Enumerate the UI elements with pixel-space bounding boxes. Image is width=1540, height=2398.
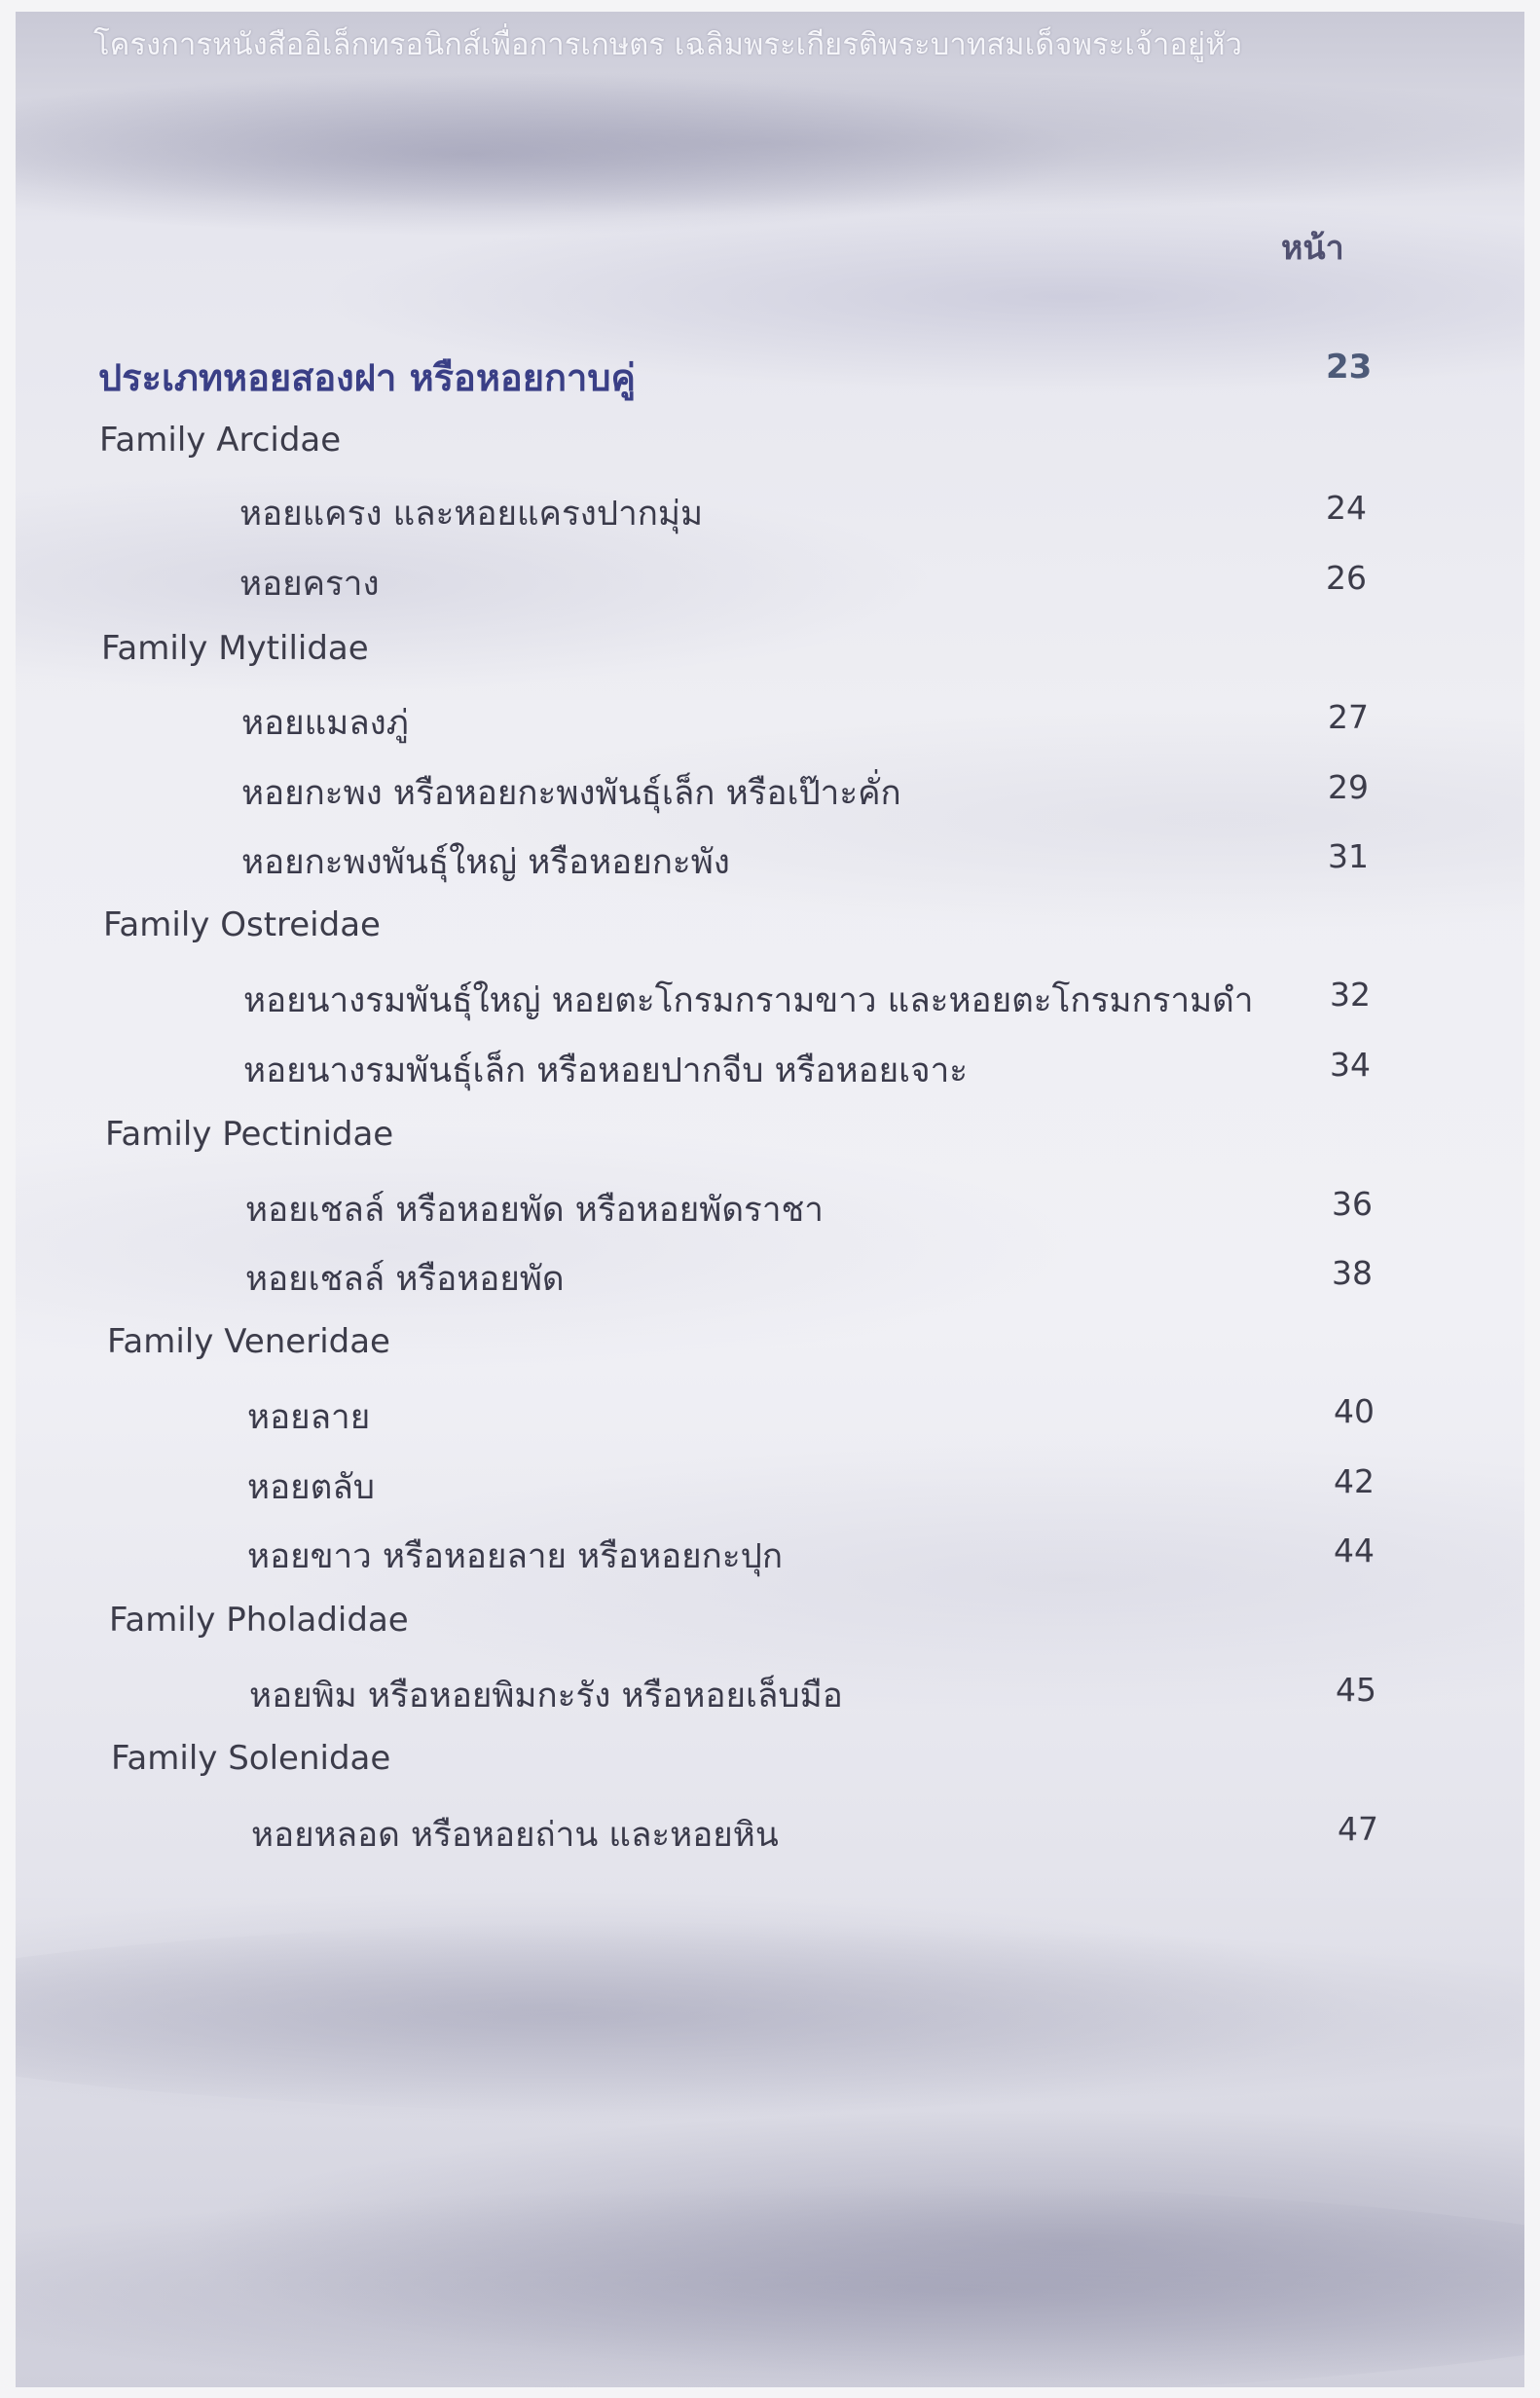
toc-entry-page: 38: [1332, 1254, 1373, 1292]
sand-dune-shadow: [16, 70, 1524, 216]
toc-entry-title: หอยขาว หรือหอยลาย หรือหอยกะปุก: [247, 1537, 784, 1576]
toc-entry-title: หอยเชลล์ หรือหอยพัด: [245, 1260, 565, 1299]
toc-entry-title: หอยนางรมพันธุ์ใหญ่ หอยตะโกรมกรามขาว และหอยตะโกรมกรามดำ: [243, 981, 1254, 1020]
toc-entry-page: 27: [1328, 698, 1369, 736]
toc-entry-title: หอยแครง และหอยแครงปากมุ่ม: [239, 495, 704, 534]
page-column-label: หน้า: [1281, 229, 1344, 268]
toc-entry-page: 32: [1330, 976, 1371, 1014]
toc-entry-page: 44: [1334, 1531, 1375, 1569]
toc-entry-title: หอยกะพง หรือหอยกะพงพันธุ์เล็ก หรือเป๊าะคั่ก: [241, 774, 901, 813]
toc-entry-title: หอยคราง: [239, 565, 380, 604]
family-heading: Family Mytilidae: [101, 629, 369, 668]
toc-entry-title: หอยเชลล์ หรือหอยพัด หรือหอยพัดราชา: [245, 1191, 824, 1230]
toc-entry-title: หอยนางรมพันธุ์เล็ก หรือหอยปากจีบ หรือหอยเจาะ: [243, 1051, 969, 1090]
section-title: ประเภทหอยสองฝา หรือหอยกาบคู่: [98, 356, 636, 399]
document-page: [16, 12, 1524, 2387]
toc-entry-title: หอยหลอด หรือหอยถ่าน และหอยหิน: [251, 1816, 779, 1855]
family-heading: Family Pholadidae: [109, 1601, 409, 1640]
family-heading: Family Pectinidae: [105, 1115, 394, 1154]
sand-dune-shadow: [16, 2183, 1524, 2387]
toc-entry-page: 24: [1326, 489, 1367, 527]
toc-entry-title: หอยพิม หรือหอยพิมกะรัง หรือหอยเล็บมือ: [249, 1677, 843, 1715]
toc-entry-page: 45: [1336, 1671, 1376, 1709]
toc-entry-title: หอยตลับ: [247, 1468, 375, 1507]
toc-entry-page: 34: [1330, 1046, 1371, 1084]
toc-entry-title: หอยกะพงพันธุ์ใหญ่ หรือหอยกะพัง: [241, 843, 730, 882]
sand-dune-shadow: [16, 1920, 1524, 2115]
toc-entry-page: 42: [1334, 1462, 1375, 1500]
toc-entry-title: หอยลาย: [247, 1398, 371, 1437]
toc-entry-page: 26: [1326, 559, 1367, 597]
toc-entry-page: 29: [1328, 768, 1369, 806]
toc-entry-page: 40: [1334, 1392, 1375, 1430]
toc-entry-page: 47: [1338, 1810, 1378, 1848]
family-heading: Family Solenidae: [111, 1739, 391, 1778]
family-heading: Family Veneridae: [107, 1322, 390, 1361]
toc-entry-page: 31: [1328, 837, 1369, 875]
family-heading: Family Ostreidae: [103, 905, 381, 944]
toc-entry-page: 36: [1332, 1185, 1373, 1223]
header-text: โครงการหนังสืออิเล็กทรอนิกส์เพื่อการเกษตร เฉลิมพระเกียรติพระบาทสมเด็จพระเจ้าอยู่หัว: [93, 27, 1242, 62]
section-page-number: 23: [1326, 348, 1373, 387]
toc-entry-title: หอยแมลงภู่: [241, 704, 409, 743]
family-heading: Family Arcidae: [99, 421, 342, 460]
